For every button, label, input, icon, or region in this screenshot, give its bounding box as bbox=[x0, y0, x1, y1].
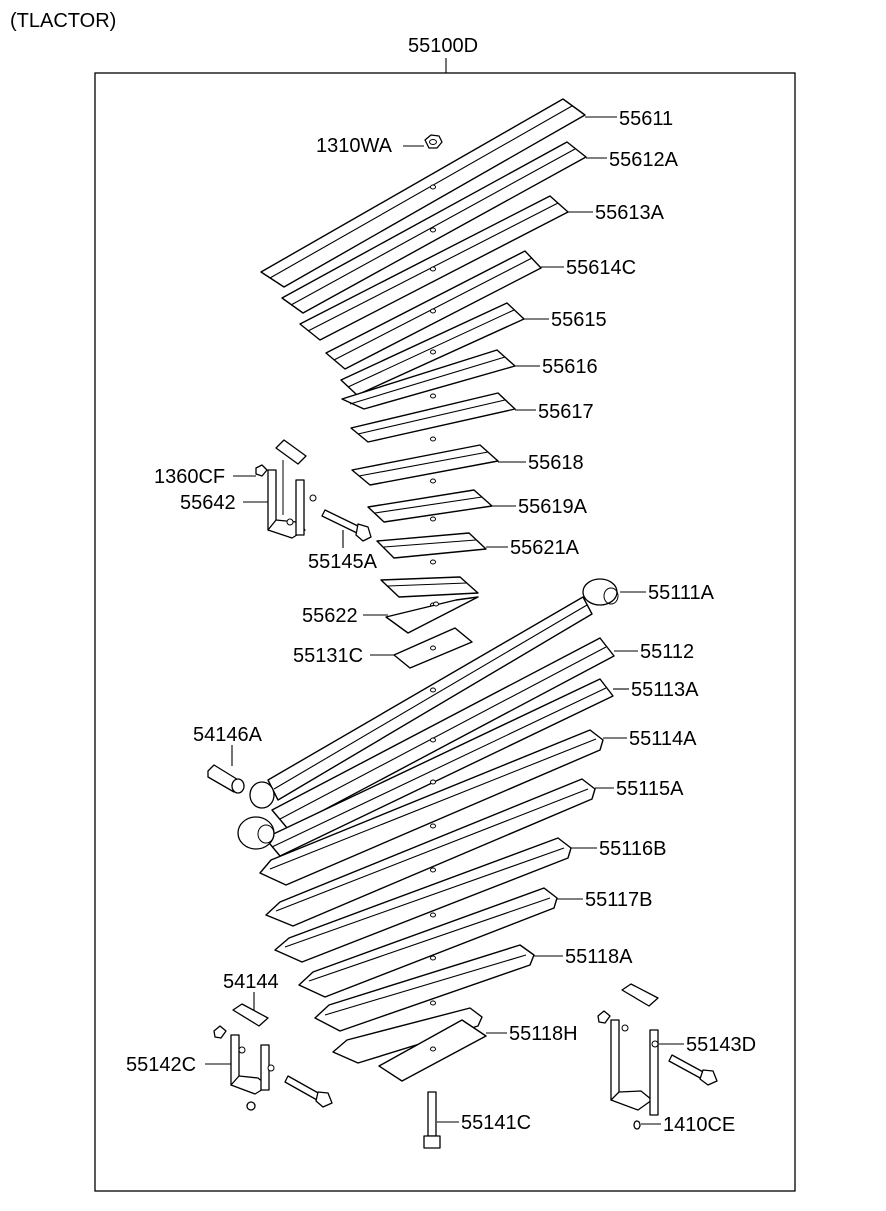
label-55117B: 55117B bbox=[585, 889, 653, 911]
leaf-55622b bbox=[386, 597, 478, 633]
label-55114A: 55114A bbox=[629, 728, 697, 750]
label-55615: 55615 bbox=[551, 309, 607, 331]
label-55616: 55616 bbox=[542, 356, 598, 378]
label-1310WA: 1310WA bbox=[316, 135, 392, 157]
label-1410CE: 1410CE bbox=[663, 1114, 736, 1136]
label-54146A: 54146A bbox=[193, 724, 262, 746]
label-55142C: 55142C bbox=[126, 1054, 197, 1076]
label-55622: 55622 bbox=[302, 605, 358, 627]
bolt-55145A bbox=[322, 510, 371, 541]
leaf-55619A bbox=[368, 490, 492, 522]
label-55115A: 55115A bbox=[616, 778, 684, 800]
label-55614C: 55614C bbox=[566, 257, 637, 279]
center-bolt-55141C bbox=[424, 1092, 440, 1148]
label-55113A: 55113A bbox=[631, 679, 699, 701]
label-55621A: 55621A bbox=[510, 537, 579, 559]
shackle-55142C bbox=[214, 1004, 274, 1110]
upper-leaf-stack bbox=[261, 99, 586, 668]
leaf-55612A bbox=[282, 142, 586, 313]
label-55612A: 55612A bbox=[609, 149, 678, 171]
nut-1310WA bbox=[425, 135, 442, 148]
bolt-55143D bbox=[669, 1055, 717, 1085]
label-55111A: 55111A bbox=[648, 582, 714, 604]
label-54144: 54144 bbox=[223, 971, 279, 993]
shackle-55642 bbox=[268, 440, 316, 538]
label-55618: 55618 bbox=[528, 452, 584, 474]
bolt-55142C bbox=[285, 1076, 332, 1107]
label-55611: 55611 bbox=[619, 108, 674, 130]
label-55131C: 55131C bbox=[293, 645, 364, 667]
label-1360CF: 1360CF bbox=[154, 466, 226, 488]
label-55613A: 55613A bbox=[595, 202, 664, 224]
header-note: (TLACTOR) bbox=[10, 10, 117, 32]
label-55642: 55642 bbox=[180, 492, 236, 514]
label-55141C: 55141C bbox=[461, 1112, 532, 1134]
label-55145A: 55145A bbox=[308, 551, 377, 573]
bushing-54146A bbox=[208, 765, 244, 793]
assembly-label: 55100D bbox=[408, 35, 479, 57]
label-55118H: 55118H bbox=[509, 1023, 578, 1045]
leaf-55618 bbox=[352, 445, 498, 485]
label-55118A: 55118A bbox=[565, 946, 633, 968]
leaf-55611 bbox=[261, 99, 585, 287]
shackle-55143D bbox=[598, 984, 658, 1129]
label-55116B: 55116B bbox=[599, 838, 667, 860]
spacer-55131C bbox=[394, 628, 472, 668]
label-55143D: 55143D bbox=[686, 1034, 757, 1056]
leaf-55621A bbox=[377, 533, 486, 564]
label-55619A: 55619A bbox=[518, 496, 587, 518]
label-55617: 55617 bbox=[538, 401, 594, 423]
nut-1360CF bbox=[256, 465, 267, 476]
label-55112: 55112 bbox=[640, 641, 695, 663]
